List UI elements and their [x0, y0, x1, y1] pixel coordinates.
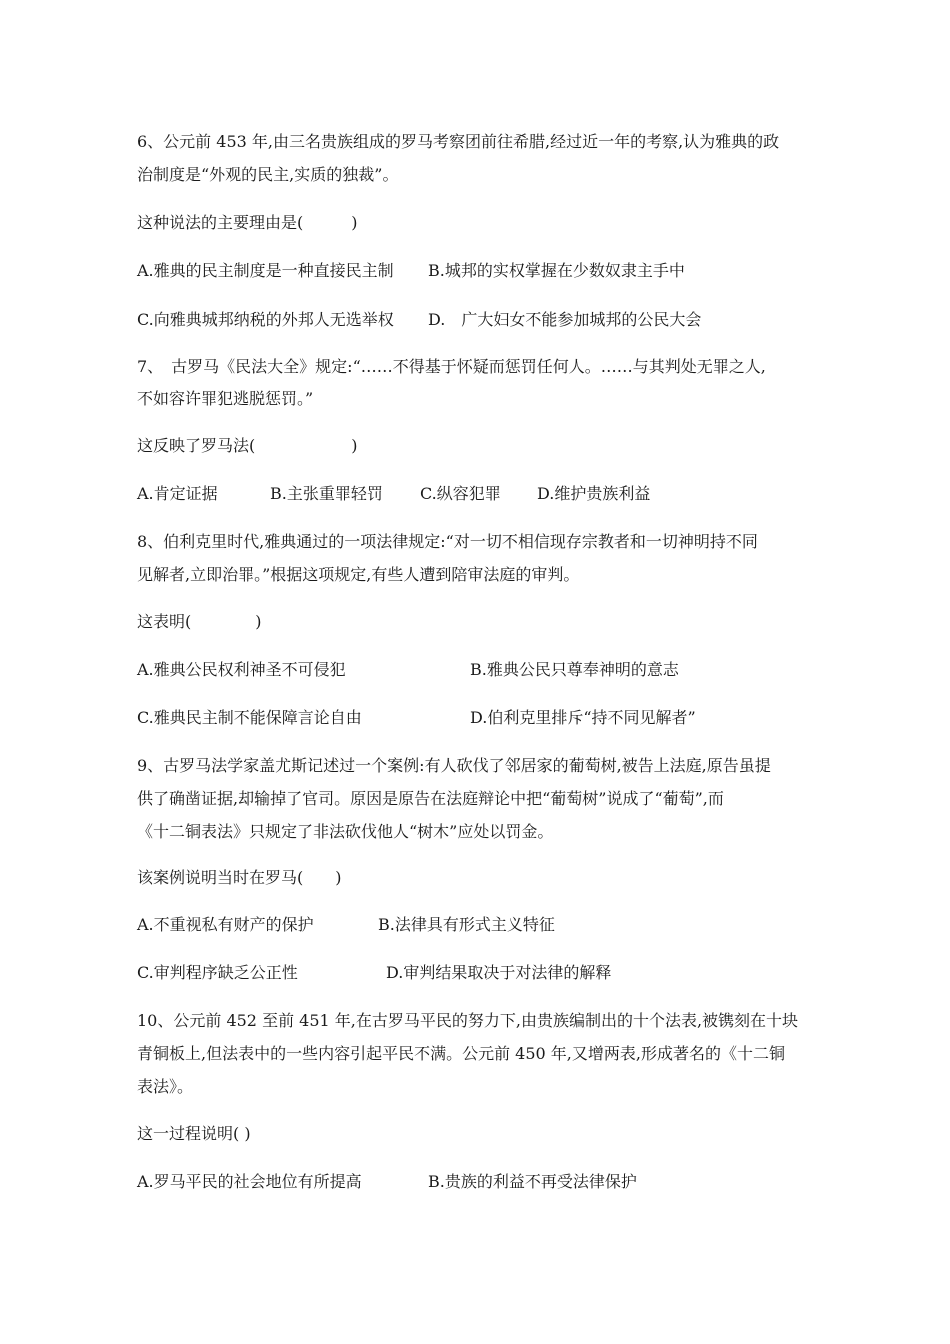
- q8-stem-line-1: 8、伯利克里时代,雅典通过的一项法律规定:“对一切不相信现存宗教者和一切神明持不同: [137, 532, 758, 551]
- q7-option-c: C.纵容犯罪: [420, 484, 501, 503]
- q7-option-a: A.肯定证据: [137, 484, 218, 503]
- q6-option-c: C.向雅典城邦纳税的外邦人无选举权: [137, 310, 394, 329]
- q9-option-d: D.审判结果取决于对法律的解释: [386, 963, 612, 982]
- q6-stem-line-2: 治制度是“外观的民主,实质的独裁”。: [137, 165, 399, 184]
- q6-stem-line-1: 6、公元前 453 年,由三名贵族组成的罗马考察团前往希腊,经过近一年的考察,认为雅典的政: [137, 132, 780, 151]
- q10-option-b: B.贵族的利益不再受法律保护: [428, 1172, 637, 1191]
- q6-option-d: D. 广大妇女不能参加城邦的公民大会: [428, 310, 702, 329]
- q8-option-c: C.雅典民主制不能保障言论自由: [137, 708, 362, 727]
- q9-option-b: B.法律具有形式主义特征: [378, 915, 555, 934]
- q7-stem-line-1: 7、 古罗马《民法大全》规定:“……不得基于怀疑而惩罚任何人。……与其判处无罪之人,: [137, 357, 766, 376]
- q7-option-b: B.主张重罪轻罚: [270, 484, 383, 503]
- q10-prompt: 这一过程说明( ): [137, 1124, 251, 1143]
- q9-option-a: A.不重视私有财产的保护: [137, 915, 314, 934]
- q7-option-d: D.维护贵族利益: [537, 484, 651, 503]
- q8-option-b: B.雅典公民只尊奉神明的意志: [470, 660, 679, 679]
- q9-stem-line-3: 《十二铜表法》只规定了非法砍伐他人“树木”应处以罚金。: [137, 822, 554, 841]
- q9-stem-line-2: 供了确凿证据,却输掉了官司。原因是原告在法庭辩论中把“葡萄树”说成了“葡萄”,而: [137, 789, 724, 808]
- q7-stem-line-2: 不如容许罪犯逃脱惩罚。”: [137, 389, 314, 408]
- q6-prompt: 这种说法的主要理由是( ): [137, 213, 358, 232]
- q9-stem-line-1: 9、古罗马法学家盖尤斯记述过一个案例:有人砍伐了邻居家的葡萄树,被告上法庭,原告虽提: [137, 756, 771, 775]
- q8-prompt: 这表明( ): [137, 612, 262, 631]
- q10-stem-line-1: 10、公元前 452 至前 451 年,在古罗马平民的努力下,由贵族编制出的十个法表,被镌刻在十块: [137, 1011, 799, 1030]
- q6-option-a: A.雅典的民主制度是一种直接民主制: [137, 261, 394, 280]
- q9-option-c: C.审判程序缺乏公正性: [137, 963, 298, 982]
- q10-stem-line-3: 表法》。: [137, 1077, 194, 1096]
- q8-option-d: D.伯利克里排斥“持不同见解者”: [470, 708, 696, 727]
- q9-prompt: 该案例说明当时在罗马( ): [137, 868, 342, 887]
- q8-option-a: A.雅典公民权利神圣不可侵犯: [137, 660, 346, 679]
- q10-stem-line-2: 青铜板上,但法表中的一些内容引起平民不满。公元前 450 年,又增两表,形成著名的《十二铜: [137, 1044, 785, 1063]
- q10-option-a: A.罗马平民的社会地位有所提高: [137, 1172, 362, 1191]
- q6-option-b: B.城邦的实权掌握在少数奴隶主手中: [428, 261, 685, 280]
- q7-prompt: 这反映了罗马法( ): [137, 436, 358, 455]
- q8-stem-line-2: 见解者,立即治罪。”根据这项规定,有些人遭到陪审法庭的审判。: [137, 565, 580, 584]
